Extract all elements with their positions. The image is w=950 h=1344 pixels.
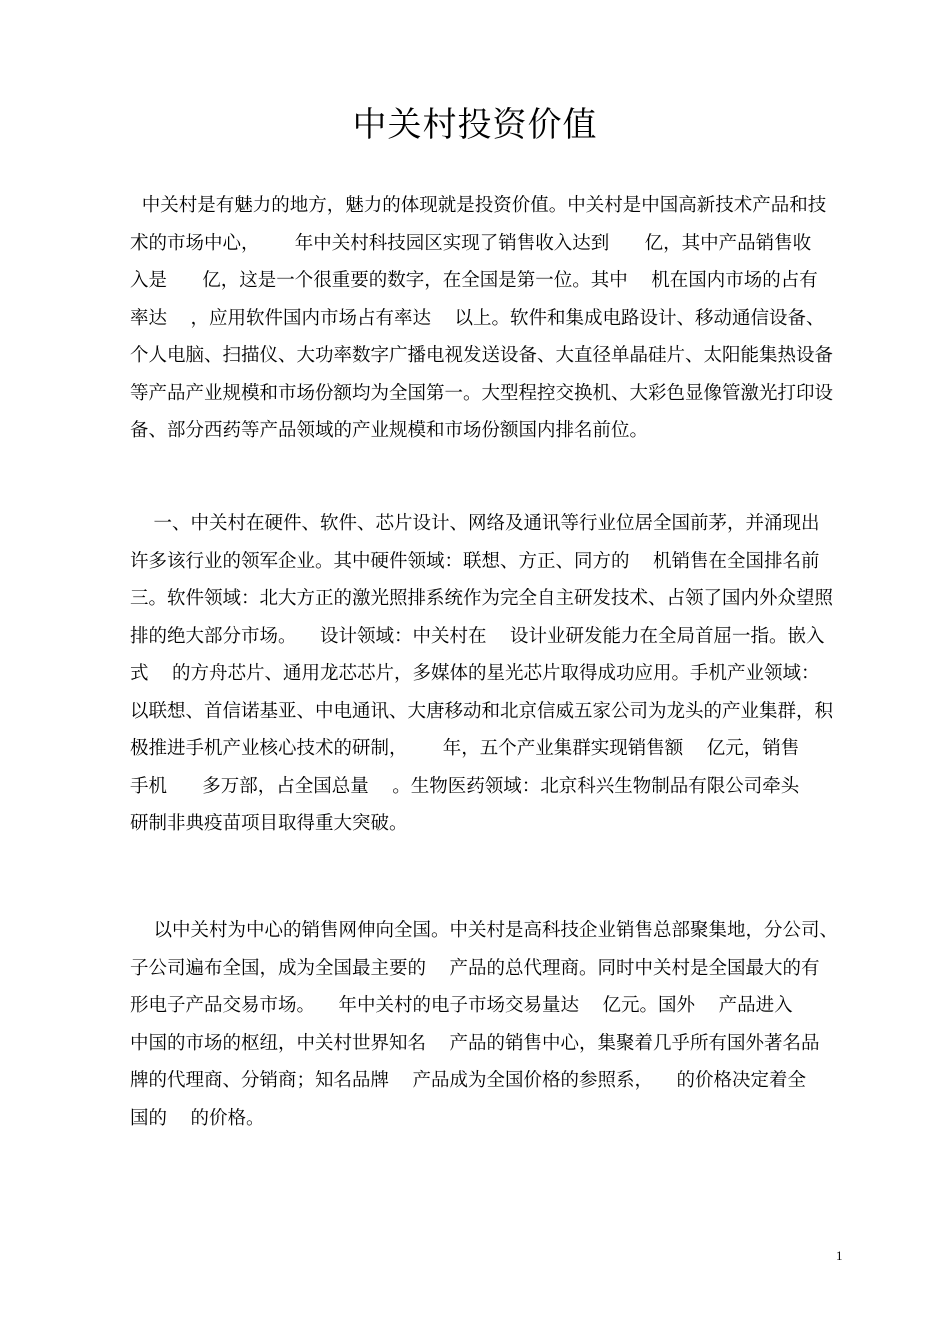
document-title: 中关村投资价值: [352, 105, 598, 145]
paragraph-line: 三。软件领域：北大方正的激光照排系统作为完全自主研发技术、占领了国内外众望照: [130, 588, 834, 609]
paragraph-line: 排的绝大部分市场。 设计领域：中关村在 设计业研发能力在全局首屈一指。嵌入: [130, 625, 825, 647]
page-number: 1: [836, 1248, 843, 1263]
paragraph-line: 一、中关村在硬件、软件、芯片设计、网络及通讯等行业位居全国前茅，并涌现出: [130, 513, 820, 534]
paragraph-line: 国的 的价格。: [130, 1107, 265, 1129]
paragraph-line: 极推进手机产业核心技术的研制， 年，五个产业集群实现销售额 亿元，销售: [130, 738, 800, 759]
paragraph-line: 研制非典疫苗项目取得重大突破。: [130, 813, 408, 834]
paragraph-line: 形电子产品交易市场。 年中关村的电子市场交易量达 亿元。国外 产品进入: [130, 995, 793, 1016]
paragraph-industry-leaders: [130, 505, 834, 843]
paragraph-line: 中关村是有魅力的地方，魅力的体现就是投资价值。中关村是中国高新技术产品和技: [130, 195, 827, 216]
paragraph-line: 术的市场中心， 年中关村科技园区实现了销售收入达到 亿，其中产品销售收: [130, 232, 812, 254]
paragraph-line: 子公司遍布全国，成为全国最主要的 产品的总代理商。同时中关村是全国最大的有: [130, 957, 820, 979]
paragraph-investment-value: [130, 187, 834, 450]
paragraph-line: 中国的市场的枢纽，中关村世界知名 产品的销售中心，集聚着几乎所有国外著名品: [130, 1032, 820, 1054]
paragraph-line: 入是 亿，这是一个很重要的数字，在全国是第一位。其中 机在国内市场的占有: [130, 270, 818, 291]
paragraph-line: 等产品产业规模和市场份额均为全国第一。大型程控交换机、大彩色显像管激光打印设: [130, 382, 834, 404]
paragraph-line: 式 的方舟芯片、通用龙芯芯片，多媒体的星光芯片取得成功应用。手机产业领域：: [130, 663, 820, 684]
paragraph-line: 手机 多万部，占全国总量 。生物医药领域：北京科兴生物制品有限公司牵头: [130, 775, 800, 797]
paragraph-line: 个人电脑、扫描仪、大功率数字广播电视发送设备、大直径单晶硅片、太阳能集热设备: [130, 345, 834, 366]
paragraph-line: 以联想、首信诺基亚、中电通讯、大唐移动和北京信威五家公司为龙头的产业集群，积: [130, 700, 834, 722]
paragraph-sales-network: [130, 912, 839, 1137]
paragraph-line: 许多该行业的领军企业。其中硬件领域：联想、方正、同方的 机销售在全国排名前: [130, 550, 820, 572]
paragraph-line: 备、部分西药等产品领域的产业规模和市场份额国内排名前位。: [130, 420, 649, 441]
paragraph-line: 牌的代理商、分销商；知名品牌 产品成为全国价格的参照系， 的价格决定着全: [130, 1070, 807, 1091]
paragraph-line: 率达 ，应用软件国内市场占有率达 以上。软件和集成电路设计、移动通信设备、: [130, 307, 825, 329]
paragraph-line: 以中关村为中心的销售网伸向全国。中关村是高科技企业销售总部聚集地，分公司、: [130, 920, 839, 941]
